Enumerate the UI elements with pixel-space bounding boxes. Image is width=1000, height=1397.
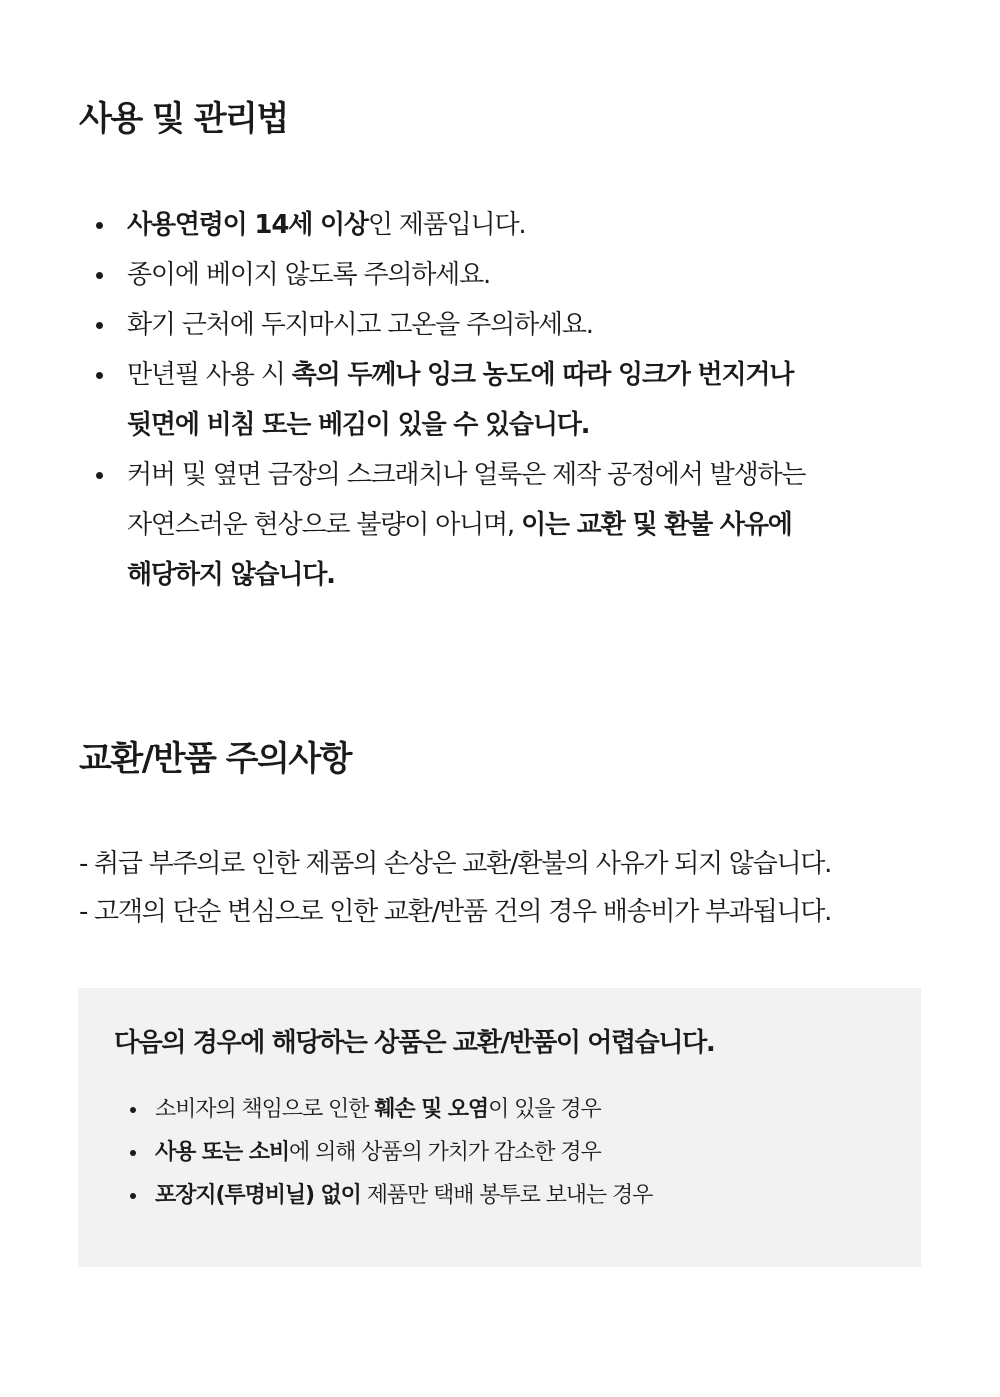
usage-text: 인 제품입니다.: [367, 210, 526, 240]
exchange-notice-lines: [79, 840, 939, 936]
bullet-icon: [96, 372, 103, 379]
bullet-icon: [130, 1193, 136, 1199]
exchange-section-title: 교환/반품 주의사항: [79, 739, 352, 779]
usage-text-bold: 사용연령이 14세 이상: [127, 210, 368, 240]
restriction-text: 에 의해 상품의 가치가 감소한 경우: [289, 1140, 601, 1165]
exchange-notice-line: - 고객의 단순 변심으로 인한 교환/반품 건의 경우 배송비가 부과됩니다.: [79, 897, 832, 927]
usage-text: 종이에 베이지 않도록 주의하세요.: [127, 260, 491, 290]
restriction-text: 이 있을 경우: [488, 1097, 601, 1122]
restriction-text: 제품만 택배 봉투로 보내는 경우: [360, 1183, 653, 1208]
usage-text-bold: 촉의 두께나 잉크 농도에 따라 잉크가 번지거나: [291, 360, 794, 390]
usage-item-line: [127, 250, 916, 300]
restriction-item: [130, 1131, 652, 1174]
usage-item: [96, 300, 916, 350]
usage-text: 만년필 사용 시: [127, 360, 292, 390]
restriction-item: [130, 1088, 652, 1131]
bullet-icon: [96, 472, 103, 479]
bullet-icon: [96, 222, 103, 229]
restriction-text: 소비자의 책임으로 인한: [155, 1097, 375, 1122]
restriction-text-bold: 훼손 및 오염: [374, 1097, 489, 1122]
usage-list: [96, 200, 916, 600]
usage-text-bold: 뒷면에 비침 또는 베김이 있을 수 있습니다.: [127, 410, 590, 440]
usage-item: [96, 450, 916, 600]
restriction-text-bold: 포장지(투명비닐) 없이: [155, 1183, 361, 1208]
restriction-item: [130, 1174, 652, 1217]
exchange-notice-line: - 취급 부주의로 인한 제품의 손상은 교환/환불의 사유가 되지 않습니다.: [79, 849, 832, 879]
exchange-restriction-box: [78, 988, 921, 1267]
restriction-box-title: 다음의 경우에 해당하는 상품은 교환/반품이 어렵습니다.: [114, 1028, 715, 1058]
usage-item-line: [127, 400, 916, 450]
usage-section-title: 사용 및 관리법: [79, 99, 288, 139]
usage-text-bold: 이는 교환 및 환불 사유에: [521, 510, 792, 540]
bullet-icon: [130, 1150, 136, 1156]
usage-item-line: [127, 450, 916, 500]
usage-item: [96, 200, 916, 250]
usage-text-bold: 해당하지 않습니다.: [127, 560, 335, 590]
usage-item-line: [127, 350, 916, 400]
usage-item-line: [127, 500, 916, 550]
usage-item-line: [127, 200, 916, 250]
usage-item: [96, 250, 916, 300]
usage-text: 자연스러운 현상으로 불량이 아니며,: [127, 510, 522, 540]
usage-text: 화기 근처에 두지마시고 고온을 주의하세요.: [127, 310, 593, 340]
bullet-icon: [96, 322, 103, 329]
restriction-text-bold: 사용 또는 소비: [155, 1140, 290, 1165]
usage-item-line: [127, 550, 916, 600]
usage-item-line: [127, 300, 916, 350]
bullet-icon: [130, 1107, 136, 1113]
usage-text: 커버 및 옆면 금장의 스크래치나 얼룩은 제작 공정에서 발생하는: [127, 460, 806, 490]
restriction-list: [130, 1088, 652, 1217]
bullet-icon: [96, 272, 103, 279]
usage-item: [96, 350, 916, 450]
